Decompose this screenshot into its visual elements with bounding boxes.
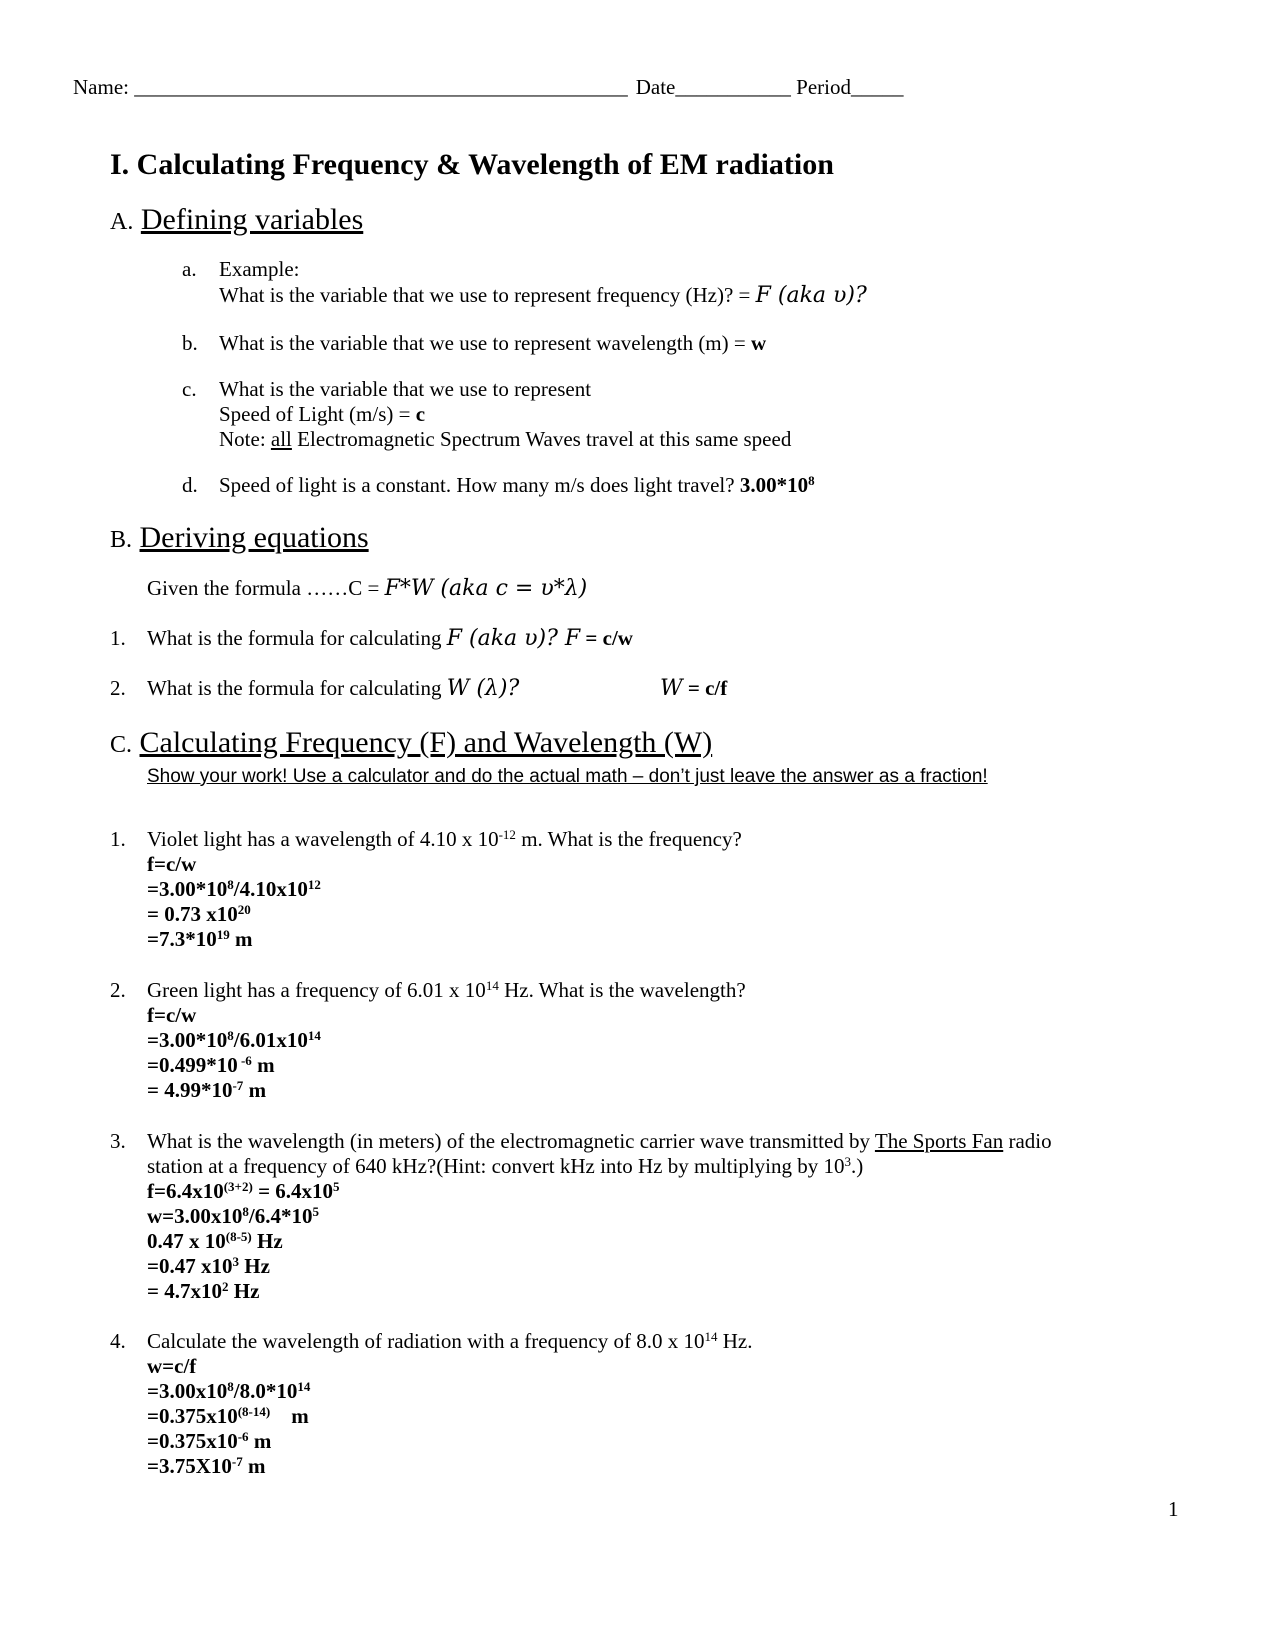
p1w4-b: m	[229, 927, 253, 951]
p1-question-exp: -12	[498, 826, 516, 842]
item-a-line1: Example:	[219, 257, 300, 281]
p3-station-name: The Sports Fan	[874, 1129, 1004, 1153]
problem-2-work-4	[147, 1078, 266, 1102]
b-q2-number: 2.	[110, 676, 126, 700]
given-formula-line	[147, 576, 587, 601]
p1w2-a: =3.00*10	[147, 877, 228, 901]
section-c-instruction: Show your work! Use a calculator and do the actual math – don’t just leave the answer as a fraction!	[147, 766, 988, 787]
p4w2-e2: 14	[297, 1378, 311, 1394]
p3w3-e: (8-5)	[225, 1228, 252, 1244]
p4-question-exp: 14	[704, 1328, 718, 1344]
b-q1-symbol: F (aka υ)? F	[446, 626, 581, 651]
item-c-answer: c	[415, 402, 426, 426]
problem-2-number: 2.	[110, 978, 126, 1002]
note-rest: Electromagnetic Spectrum Waves travel at this same speed	[291, 427, 792, 451]
p4w4-e: -6	[237, 1428, 249, 1444]
problem-4-work-2	[147, 1379, 310, 1403]
item-b-question: What is the variable that we use to represent wavelength (m) =	[219, 331, 751, 355]
problem-4-work-3	[147, 1404, 309, 1428]
given-formula: F*W (aka c = υ*λ)	[384, 576, 588, 601]
p3w1-e2: 5	[333, 1178, 340, 1194]
p3w4-a: =0.47 x10	[147, 1254, 233, 1278]
p2-question-text: Green light has a frequency of 6.01 x 10	[147, 978, 486, 1002]
p1-question-text: Violet light has a wavelength of 4.10 x 10	[147, 827, 499, 851]
b-q1-question: What is the formula for calculating	[147, 626, 447, 650]
p3w3-b: Hz	[251, 1229, 283, 1253]
p4w3-a: =0.375x10	[147, 1404, 238, 1428]
problem-1-number: 1.	[110, 827, 126, 851]
section-b-marker: B.	[110, 527, 133, 553]
section-a-title: Defining variables	[140, 203, 364, 236]
item-d-answer: 3.00*10	[739, 473, 809, 497]
p4w3-b: m	[270, 1404, 309, 1428]
b-q2-answer-line	[660, 676, 727, 701]
p3-question-2-exp: 3	[844, 1153, 852, 1169]
p2w2-e2: 14	[307, 1027, 321, 1043]
problem-2-work-2	[147, 1028, 321, 1052]
problem-4-work-5	[147, 1454, 265, 1478]
section-b-heading	[110, 521, 369, 557]
note-emphasis: all	[270, 427, 292, 451]
p3w2-a: w=3.00x10	[147, 1204, 243, 1228]
problem-1-question	[147, 827, 742, 851]
p1w2-e2: 12	[307, 876, 321, 892]
name-blank[interactable]: _______________________________________________	[134, 75, 628, 99]
p3-question-rest: radio	[1003, 1129, 1052, 1153]
p3-question-2-text: station at a frequency of 640 kHz?(Hint: convert kHz into Hz by multiplying by 10	[147, 1154, 845, 1178]
section-c-heading	[110, 726, 712, 762]
p3w1-b: = 6.4x10	[252, 1179, 334, 1203]
problem-1-work-3	[147, 902, 251, 926]
p3w2-e1: 8	[242, 1203, 249, 1219]
p4w5-b: m	[242, 1454, 266, 1478]
item-c-question: Speed of Light (m/s) =	[219, 402, 416, 426]
p1w4-e: 19	[216, 926, 230, 942]
item-b-answer: w	[750, 331, 767, 355]
item-b-marker: b.	[182, 331, 198, 355]
b-q1-number: 1.	[110, 626, 126, 650]
b-q1-text	[147, 626, 633, 651]
p4w4-b: m	[248, 1429, 272, 1453]
problem-2-question	[147, 978, 746, 1002]
problem-1-work-1: f=c/w	[147, 852, 197, 876]
p2w4-a: = 4.99*10	[147, 1078, 233, 1102]
section-b-title: Deriving equations	[139, 521, 369, 554]
p4w5-a: =3.75X10	[147, 1454, 232, 1478]
p2w3-b: m	[251, 1053, 275, 1077]
item-d-text	[219, 473, 815, 497]
given-prefix: Given the formula ……C =	[147, 576, 385, 600]
b-q1-answer: = c/w	[580, 626, 633, 650]
p4-question-rest: Hz.	[717, 1329, 753, 1353]
p3-question-text: What is the wavelength (in meters) of the electromagnetic carrier wave transmitted by	[147, 1129, 875, 1153]
p4w2-a: =3.00x10	[147, 1379, 228, 1403]
p3-question-2-rest: .)	[851, 1154, 864, 1178]
p3w1-a: f=6.4x10	[147, 1179, 224, 1203]
p4w4-a: =0.375x10	[147, 1429, 238, 1453]
p3w2-b: /6.4*10	[248, 1204, 313, 1228]
item-a-marker: a.	[182, 257, 197, 281]
p1w3-a: = 0.73 x10	[147, 902, 238, 926]
b-q2-answer-symbol: W	[660, 676, 683, 701]
section-title: I. Calculating Frequency & Wavelength of EM radiation	[110, 148, 834, 181]
p4w5-e: -7	[231, 1453, 243, 1469]
p2w2-a: =3.00*10	[147, 1028, 228, 1052]
section-a-marker: A.	[110, 209, 134, 235]
p1w4-a: =7.3*10	[147, 927, 217, 951]
item-a-line2	[219, 283, 867, 308]
b-q2-answer: = c/f	[682, 676, 728, 700]
p1-question-rest: m. What is the frequency?	[515, 827, 742, 851]
p1w2-e1: 8	[227, 876, 234, 892]
problem-4-question	[147, 1329, 753, 1353]
p4-question-text: Calculate the wavelength of radiation with a frequency of 8.0 x 10	[147, 1329, 705, 1353]
problem-3-question-2	[147, 1154, 863, 1178]
p4w3-e: (8-14)	[237, 1403, 271, 1419]
item-a-question: What is the variable that we use to represent frequency (Hz)? =	[219, 283, 756, 307]
section-c-title: Calculating Frequency (F) and Wavelength (W)	[139, 726, 713, 759]
item-c-note	[219, 427, 791, 451]
p2w3-e: -6	[237, 1052, 252, 1068]
p3w1-e: (3+2)	[223, 1178, 253, 1194]
b-q2-text	[147, 676, 519, 701]
p2-question-exp: 14	[485, 977, 499, 993]
p3w3-a: 0.47 x 10	[147, 1229, 226, 1253]
item-a-answer: F (aka υ)?	[755, 283, 867, 308]
problem-3-question-1	[147, 1129, 1052, 1153]
b-q2-question: What is the formula for calculating	[147, 676, 447, 700]
header-line	[73, 75, 903, 99]
period-blank[interactable]: _____	[850, 75, 904, 99]
p2w2-e1: 8	[227, 1027, 234, 1043]
problem-3-work-5	[147, 1279, 259, 1303]
p4w2-b: /8.0*10	[233, 1379, 298, 1403]
problem-3-work-1	[147, 1179, 340, 1203]
p1w2-b: /4.10x10	[233, 877, 308, 901]
p4w2-e1: 8	[227, 1378, 234, 1394]
period-label: Period	[790, 75, 851, 99]
page-number: 1	[1168, 1497, 1179, 1521]
item-b-text	[219, 331, 766, 355]
item-c-line2	[219, 402, 425, 426]
p1w3-e: 20	[237, 901, 251, 917]
item-c-marker: c.	[182, 377, 197, 401]
problem-4-work-4	[147, 1429, 271, 1453]
p2w4-b: m	[243, 1078, 267, 1102]
item-c-line1: What is the variable that we use to represent	[219, 377, 592, 401]
p3w5-a: = 4.7x10	[147, 1279, 222, 1303]
p3w2-e2: 5	[312, 1203, 320, 1219]
section-c-marker: C.	[110, 732, 133, 758]
p2w4-e: -7	[232, 1077, 244, 1093]
problem-3-work-2	[147, 1204, 319, 1228]
name-label: Name:	[73, 75, 135, 99]
p3w4-e: 3	[232, 1253, 239, 1269]
p3w4-b: Hz	[238, 1254, 270, 1278]
p3w5-b: Hz	[228, 1279, 260, 1303]
p3w5-e: 2	[221, 1278, 229, 1294]
problem-4-work-1: w=c/f	[147, 1354, 197, 1378]
p2w2-b: /6.01x10	[233, 1028, 308, 1052]
p2-question-rest: Hz. What is the wavelength?	[498, 978, 746, 1002]
problem-1-work-2	[147, 877, 321, 901]
problem-2-work-1: f=c/w	[147, 1003, 197, 1027]
problem-3-work-3	[147, 1229, 283, 1253]
problem-1-work-4	[147, 927, 252, 951]
date-blank[interactable]: ___________	[675, 75, 791, 99]
problem-2-work-3	[147, 1053, 275, 1077]
date-label: Date	[635, 75, 676, 99]
section-a-heading	[110, 203, 363, 239]
item-d-exponent: 8	[808, 472, 815, 488]
problem-3-work-4	[147, 1254, 270, 1278]
problem-4-number: 4.	[110, 1329, 126, 1353]
note-prefix: Note:	[219, 427, 271, 451]
item-d-marker: d.	[182, 473, 198, 497]
problem-3-number: 3.	[110, 1129, 126, 1153]
p2w3-a: =0.499*10	[147, 1053, 238, 1077]
b-q2-symbol: W (λ)?	[446, 676, 520, 701]
item-d-question: Speed of light is a constant. How many m/s does light travel?	[219, 473, 740, 497]
